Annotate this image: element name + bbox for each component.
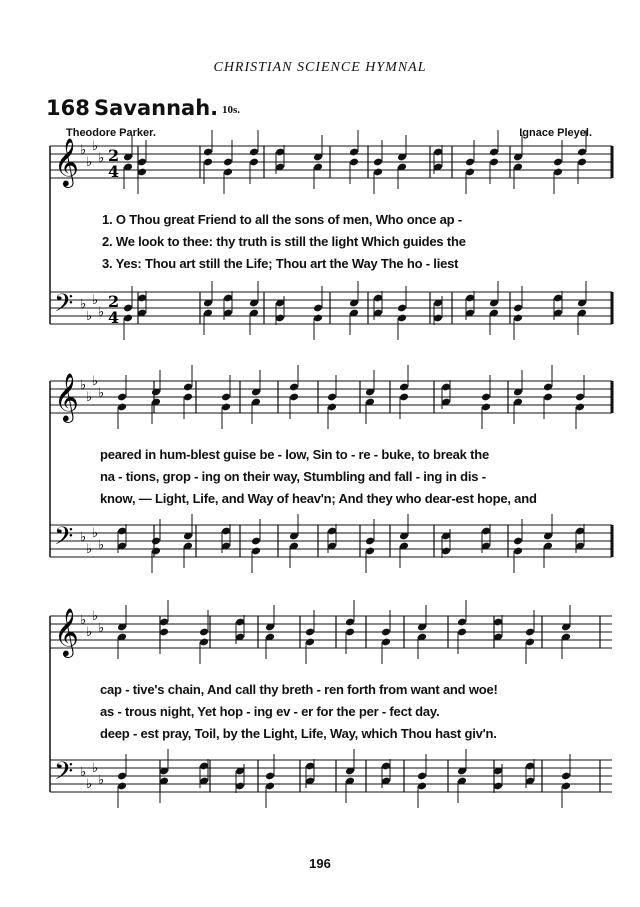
flat-icon: ♭ [80, 613, 87, 628]
flat-icon: ♭ [98, 538, 105, 553]
bass-clef-icon: 𝄢 [54, 757, 74, 792]
flat-icon: ♭ [80, 297, 87, 312]
lyric-verse-3: deep - est pray, Toil, by the Light, Life, Way, which Thou hast giv'n. [100, 726, 497, 741]
flat-icon: ♭ [80, 530, 87, 545]
flat-icon: ♭ [98, 151, 105, 166]
bass-staff [50, 749, 612, 808]
flat-icon: ♭ [98, 386, 105, 401]
flat-icon: ♭ [98, 305, 105, 320]
lyric-verse-2: 2. We look to thee: thy truth is still the light Which guides the [102, 234, 466, 249]
lyric-verse-2: na - tions, grop - ing on their way, Stumbling and fall - ing in dis - [100, 469, 486, 484]
flat-icon: ♭ [92, 293, 99, 308]
lyric-verse-2: as - trous night, Yet hop - ing ev - er for the per - fect day. [100, 704, 440, 719]
flat-icon: ♭ [92, 139, 99, 154]
lyric-verse-1: peared in hum-blest guise be - low, Sin to - re - buke, to break the [100, 447, 489, 462]
time-signature-digit: 4 [108, 162, 120, 181]
hymn-number: 168 [46, 96, 90, 120]
flat-icon: ♭ [86, 777, 93, 792]
flat-icon: ♭ [92, 761, 99, 776]
lyricist-credit: Theodore Parker. [66, 127, 156, 139]
page-number: 196 [309, 856, 331, 871]
flat-icon: ♭ [92, 526, 99, 541]
time-signature-digit: 4 [108, 308, 120, 327]
tune-name: Savannah. [94, 96, 219, 120]
flat-icon: ♭ [86, 309, 93, 324]
treble-clef-icon: 𝄞 [54, 607, 79, 656]
time-signature-digit: 2 [108, 146, 120, 165]
bass-clef-icon: 𝄢 [54, 289, 74, 324]
treble-staff [50, 600, 612, 664]
flat-icon: ♭ [80, 765, 87, 780]
lyric-verse-3: know, — Light, Life, and Way of heav'n; And they who dear-est hope, and [100, 491, 537, 506]
treble-clef-icon: 𝄞 [54, 372, 79, 421]
composer-credit: Ignace Pleyel. [519, 127, 592, 139]
flat-icon: ♭ [98, 773, 105, 788]
flat-icon: ♭ [98, 621, 105, 636]
running-header: CHRISTIAN SCIENCE HYMNAL [213, 60, 427, 75]
flat-icon: ♭ [80, 378, 87, 393]
flat-icon: ♭ [86, 155, 93, 170]
meter-marking: 10s. [222, 104, 241, 116]
flat-icon: ♭ [92, 374, 99, 389]
flat-icon: ♭ [86, 625, 93, 640]
lyric-verse-1: cap - tive's chain, And call thy breth - ren forth from want and woe! [100, 682, 498, 697]
flat-icon: ♭ [86, 542, 93, 557]
flat-icon: ♭ [92, 609, 99, 624]
treble-clef-icon: 𝄞 [54, 137, 79, 186]
lyric-verse-1: 1. O Thou great Friend to all the sons of men, Who once ap - [102, 212, 462, 227]
time-signature-digit: 2 [108, 292, 120, 311]
lyric-verse-3: 3. Yes: Thou art still the Life; Thou art the Way The ho - liest [102, 256, 459, 271]
flat-icon: ♭ [86, 390, 93, 405]
flat-icon: ♭ [80, 143, 87, 158]
bass-clef-icon: 𝄢 [54, 522, 74, 557]
